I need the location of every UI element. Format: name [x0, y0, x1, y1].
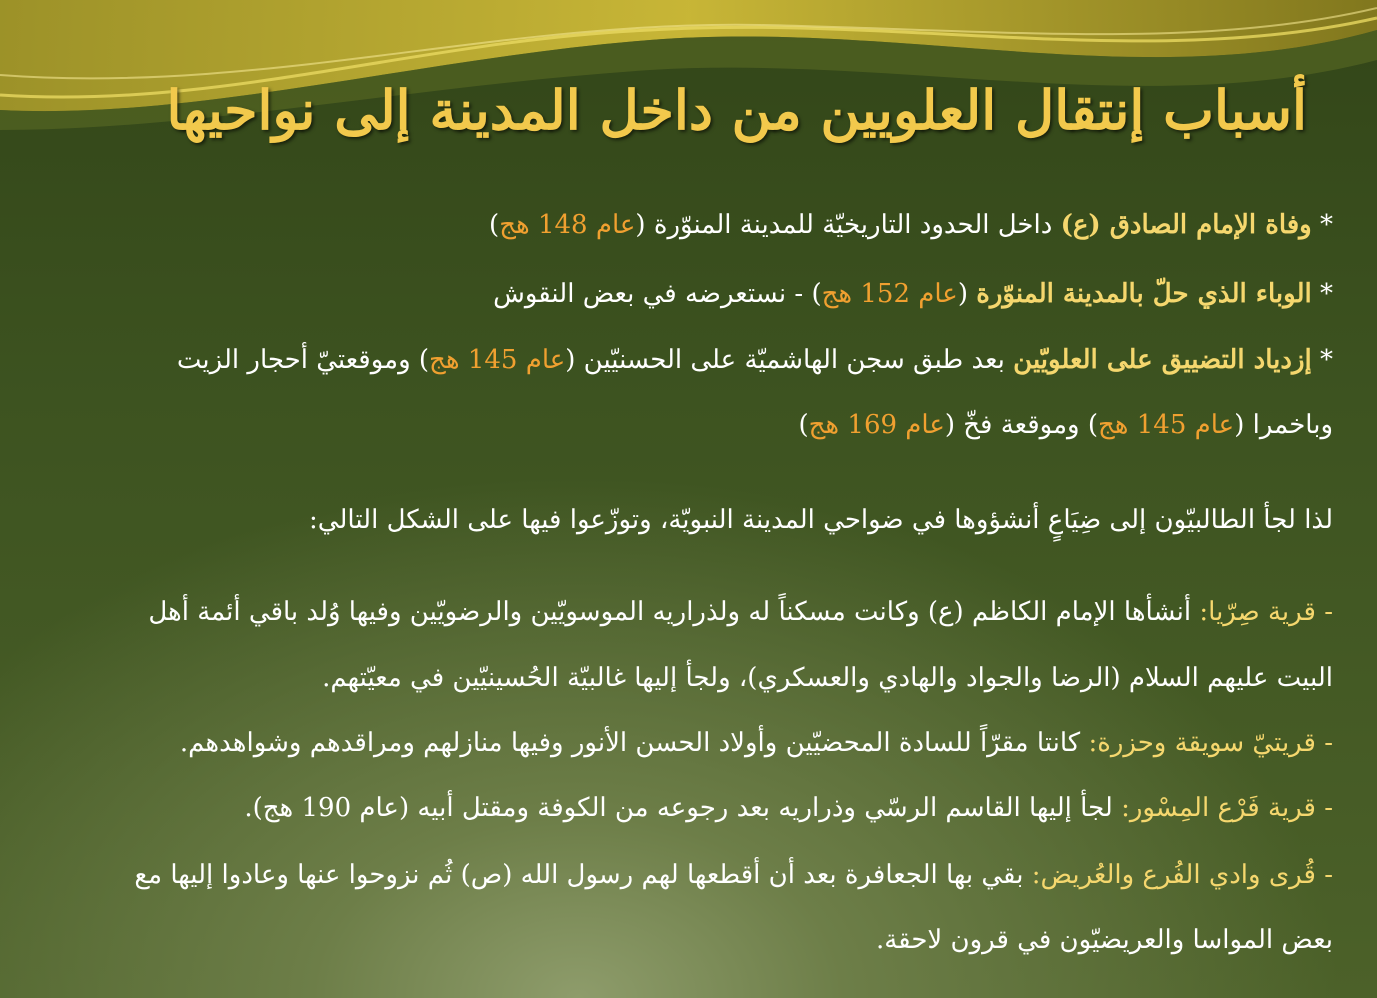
- reason-date: عام 152 هج: [821, 279, 958, 309]
- place-2: [180, 728, 1333, 758]
- reason-text: ): [489, 210, 500, 240]
- reason-text: ) - نستعرضه في بعض النقوش: [493, 279, 822, 309]
- reason-head: وفاة الإمام الصادق (ع): [1060, 210, 1312, 240]
- reason-text: وباخمرا (: [1234, 410, 1333, 440]
- place-desc: أنشأها الإمام الكاظم (ع) وكانت مسكناً له ولذراريه الموسويّين والرضويّين وفيها وُلد باقي أئمة أهل: [148, 597, 1200, 627]
- reason-text: ) وموقعتيّ أحجار الزيت: [176, 345, 430, 375]
- reason-date: عام 148 هج: [499, 210, 636, 240]
- reason-text: ) وموقعة فخّ (: [944, 410, 1098, 440]
- reason-head: إزدياد التضييق على العلويّين: [1013, 345, 1312, 375]
- reason-date: عام 169 هج: [808, 410, 945, 440]
- reason-1: [489, 210, 1333, 240]
- place-4-continued: بعض المواسا والعريضيّون في قرون لاحقة.: [875, 925, 1333, 955]
- bullet: *: [1320, 345, 1333, 375]
- reason-date: عام 145 هج: [1097, 410, 1235, 440]
- place-1-continued: البيت عليهم السلام (الرضا والجواد والهادي والعسكري)، ولجأ إليها غالبيّة الحُسينيّين في معيّتهم.: [322, 663, 1333, 693]
- reason-3: [177, 345, 1333, 375]
- bullet: *: [1320, 279, 1333, 309]
- place-desc: كانتا مقرّاً للسادة المحضيّين وأولاد الحسن الأنور وفيها منازلهم ومراقدهم وشواهدهم.: [179, 728, 1089, 758]
- reason-2: [493, 279, 1333, 309]
- reason-text: ): [798, 410, 809, 440]
- bullet: *: [1320, 210, 1333, 240]
- place-desc: لجأ إليها القاسم الرسّي وذراريه بعد رجوعه من الكوفة ومقتل أبيه (عام 190 هج).: [244, 793, 1122, 823]
- place-name: - قرية صِرّيا:: [1199, 597, 1333, 627]
- place-name: - قُرى وادي الفُرع والعُريض:: [1031, 860, 1333, 890]
- place-3: [244, 793, 1333, 823]
- slide-title: أسباب إنتقال العلويين من داخل المدينة إلى نواحيها: [166, 78, 1307, 142]
- reason-text: (: [957, 279, 977, 309]
- place-name: - قرية فَرْع المِسْور:: [1121, 793, 1333, 823]
- place-desc: بقي بها الجعافرة بعد أن أقطعها لهم رسول الله (ص) ثُم نزوحوا عنها وعادوا إليها مع: [134, 860, 1032, 890]
- reason-date: عام 145 هج: [429, 345, 566, 375]
- reason-3-continued: [798, 410, 1333, 440]
- reason-head: الوباء الذي حلّ بالمدينة المنوّرة: [976, 279, 1312, 309]
- intro-paragraph: لذا لجأ الطالبيّون إلى ضِيَاعٍ أنشؤوها في ضواحي المدينة النبويّة، وتوزّعوا فيها على الشكل التالي:: [309, 505, 1333, 535]
- reason-text: داخل الحدود التاريخيّة للمدينة المنوّرة (: [635, 210, 1061, 240]
- place-name: - قريتيّ سويقة وحزرة:: [1088, 728, 1333, 758]
- place-1: [148, 597, 1333, 627]
- reason-text: بعد طبق سجن الهاشميّة على الحسنيّين (: [565, 345, 1014, 375]
- place-4: [134, 860, 1333, 890]
